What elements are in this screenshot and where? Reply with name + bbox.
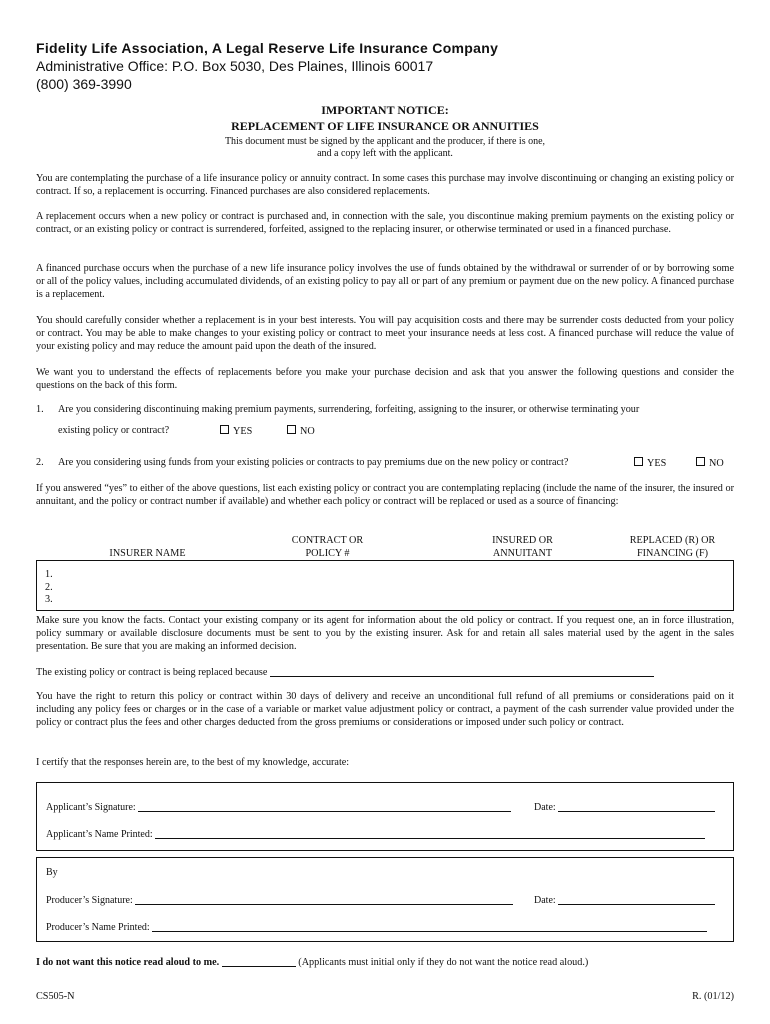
policy-row-1: 1. [45, 569, 53, 580]
question-2-text: Are you considering using funds from your existing policies or contracts to pay premiums due on the new policy or contract? [58, 457, 569, 468]
question-2-yes[interactable] [634, 457, 666, 469]
q1-no-label: NO [300, 426, 315, 437]
replacement-reason [36, 666, 736, 678]
paragraph-list-policies: If you answered “yes” to either of the above questions, list each existing policy or contract you are contemplating replacing (include the name of the insurer, the insured or annuitant, and the policy or contract number if available) and whether each policy or contract will be replaced or used as a source of financing: [36, 483, 734, 508]
producer-name-field[interactable] [152, 921, 707, 932]
question-2-no[interactable] [696, 457, 724, 469]
question-1-yes[interactable] [220, 425, 252, 437]
applicant-date-label: Date: [534, 802, 556, 813]
read-aloud-row [36, 956, 736, 968]
paragraph-financed-purchase: A financed purchase occurs when the purchase of a new life insurance policy involves the use of funds obtained by the withdrawal or surrender of or by borrowing some or all of the policy values, including accumulated dividends, of an existing policy to pay all or part of any premium or payment due on the new policy. A financed purchase is a replacement. [36, 263, 734, 301]
col-insured-annuitant-line2: ANNUITANT [492, 548, 553, 559]
q2-no-label: NO [709, 458, 724, 469]
col-insured-annuitant-line1: INSURED OR [492, 535, 553, 546]
col-contract-policy-line2: POLICY # [305, 548, 350, 559]
question-1-text: Are you considering discontinuing making premium payments, surrendering, forfeiting, assigning to the insurer, or otherwise terminating your [58, 404, 640, 415]
phone-number: (800) 369-3990 [36, 76, 132, 92]
notice-subject: REPLACEMENT OF LIFE INSURANCE OR ANNUITIES [231, 119, 539, 133]
producer-signature-box [36, 857, 734, 942]
producer-name-label: Producer’s Name Printed: [46, 922, 150, 933]
producer-signature-row [46, 894, 513, 906]
col-replaced-financing-line2: FINANCING (F) [636, 548, 709, 559]
question-1-number: 1. [36, 404, 44, 415]
col-contract-policy [265, 534, 390, 560]
q2-yes-label: YES [647, 458, 667, 469]
paragraph-know-facts: Make sure you know the facts. Contact your existing company or its agent for information about the old policy or contract. If you request one, an in force illustration, policy summary or available disclosure documents must be sent to you by the existing insurer. Ask for and retain all sales material used by the agent in the sales presentation. Be sure that you are making an informed decision. [36, 615, 734, 653]
producer-signature-field[interactable] [135, 894, 513, 905]
applicant-name-row [46, 828, 705, 840]
checkbox-q2-no[interactable] [696, 457, 705, 466]
checkbox-q1-yes[interactable] [220, 425, 229, 434]
read-aloud-initials-field[interactable] [222, 956, 296, 967]
paragraph-consider: You should carefully consider whether a replacement is in your best interests. You will pay acquisition costs and there may be surrender costs deducted from your policy or contract. You may be able to make changes to your existing policy or contract to meet your insurance needs at less cost. A financed purchase will reduce the value of your existing policy and may reduce the amount paid upon the death of the insured. [36, 315, 734, 353]
producer-date-field[interactable] [558, 894, 715, 905]
form-id: CS505-N [36, 991, 75, 1002]
producer-name-row [46, 921, 707, 933]
office-address: Administrative Office: P.O. Box 5030, Des Plaines, Illinois 60017 [36, 58, 434, 74]
question-1-no[interactable] [287, 425, 315, 437]
paragraph-certify: I certify that the responses herein are, to the best of my knowledge, accurate: [36, 757, 350, 768]
company-name: Fidelity Life Association, A Legal Reserve Life Insurance Company [36, 40, 499, 56]
applicant-date-field[interactable] [558, 801, 715, 812]
replacement-reason-field[interactable] [270, 666, 654, 677]
question-1-text-2: existing policy or contract? [58, 425, 170, 436]
col-contract-policy-line1: CONTRACT OR [291, 535, 364, 546]
policy-list-box[interactable] [36, 560, 734, 611]
applicant-signature-label: Applicant’s Signature: [46, 802, 136, 813]
policy-row-3: 3. [45, 594, 53, 605]
applicant-signature-box [36, 782, 734, 851]
applicant-name-label: Applicant’s Name Printed: [46, 829, 153, 840]
notice-instruction-line2: and a copy left with the applicant. [317, 148, 453, 159]
q1-yes-label: YES [233, 426, 253, 437]
read-aloud-note: (Applicants must initial only if they do not want the notice read aloud.) [298, 957, 589, 968]
producer-date-label: Date: [534, 895, 556, 906]
form-revision: R. (01/12) [692, 991, 734, 1002]
applicant-date-row [534, 801, 715, 813]
applicant-signature-field[interactable] [138, 801, 511, 812]
applicant-signature-row [46, 801, 511, 813]
applicant-name-field[interactable] [155, 828, 705, 839]
checkbox-q2-yes[interactable] [634, 457, 643, 466]
col-replaced-financing [605, 534, 740, 560]
question-1-continued [58, 425, 169, 436]
notice-title: IMPORTANT NOTICE: [321, 103, 449, 117]
checkbox-q1-no[interactable] [287, 425, 296, 434]
replacement-reason-label: The existing policy or contract is being replaced because [36, 667, 268, 678]
read-aloud-label: I do not want this notice read aloud to me. [36, 957, 220, 968]
question-2 [36, 457, 736, 468]
policy-row-2: 2. [45, 581, 53, 593]
col-insured-annuitant [460, 534, 585, 560]
question-1 [36, 404, 736, 415]
col-replaced-financing-line1: REPLACED (R) OR [629, 535, 716, 546]
producer-signature-label: Producer’s Signature: [46, 895, 133, 906]
paragraph-right-to-return: You have the right to return this policy or contract within 30 days of delivery and receive an unconditional full refund of all premiums or considerations paid on it including any policy fees or charges or in the case of a variable or market value adjustment policy or contract, a payment of the cash surrender value provided under the policy or contract plus the fees and other charges deducted from the gross premiums or considerations or imposed under such policy or contract. [36, 691, 734, 729]
producer-date-row [534, 894, 715, 906]
paragraph-understand-effects: We want you to understand the effects of replacements before you make your purchase decision and ask that you answer the following questions and consider the questions on the back of this form. [36, 367, 734, 392]
paragraph-contemplating: You are contemplating the purchase of a life insurance policy or annuity contract. In some cases this purchase may involve discontinuing or changing an existing policy or contract. If so, a replacement is occurring. Financed purchases are also considered replacements. [36, 173, 734, 198]
producer-by-label: By [46, 867, 58, 878]
paragraph-replacement-definition: A replacement occurs when a new policy or contract is purchased and, in connection with the sale, you discontinue making premium payments on the existing policy or contract, or an existing policy or contract is surrendered, forfeited, assigned to the replacing insurer, or otherwise terminated or used in a financed purchase. [36, 211, 734, 236]
col-insurer-name: INSURER NAME [109, 548, 186, 559]
notice-instruction-line1: This document must be signed by the applicant and the producer, if there is one, [224, 136, 546, 147]
question-2-number: 2. [36, 457, 44, 468]
